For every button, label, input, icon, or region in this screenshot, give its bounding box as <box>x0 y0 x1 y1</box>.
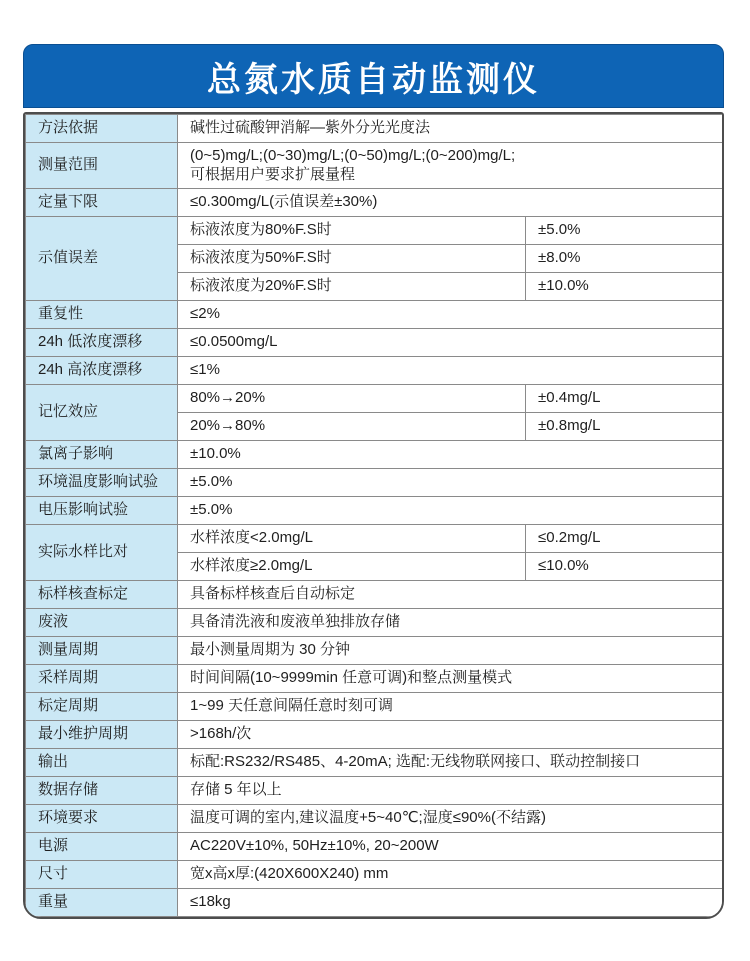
row-label: 环境温度影响试验 <box>26 469 178 497</box>
table-row <box>26 861 725 889</box>
row-value: ≤1% <box>178 357 725 385</box>
row-label: 24h 低浓度漂移 <box>26 329 178 357</box>
row-value: 标配:RS232/RS485、4-20mA; 选配:无线物联网接口、联动控制接口 <box>178 749 725 777</box>
row-label: 示值误差 <box>26 217 178 301</box>
subrow-value: ≤0.2mg/L <box>526 525 725 553</box>
table-row <box>26 637 725 665</box>
table-row <box>26 217 725 245</box>
spec-table <box>25 114 724 917</box>
row-label: 定量下限 <box>26 189 178 217</box>
row-value: 具备标样核查后自动标定 <box>178 581 725 609</box>
row-value: ±10.0% <box>178 441 725 469</box>
row-value: 宽x高x厚:(420X600X240) mm <box>178 861 725 889</box>
subrow-value: ±10.0% <box>526 273 725 301</box>
page-title: 总氮水质自动监测仪 <box>207 60 540 99</box>
subrow-value: ±5.0% <box>526 217 725 245</box>
table-row <box>26 665 725 693</box>
table-row <box>26 581 725 609</box>
row-value: ≤18kg <box>178 889 725 917</box>
row-label: 标样核查标定 <box>26 581 178 609</box>
row-label: 环境要求 <box>26 805 178 833</box>
table-row <box>26 357 725 385</box>
value-line: (0~5)mg/L;(0~30)mg/L;(0~50)mg/L;(0~200)mg/L; <box>190 146 516 164</box>
table-row <box>26 721 725 749</box>
table-row <box>26 609 725 637</box>
row-value: ≤2% <box>178 301 725 329</box>
row-label: 废液 <box>26 609 178 637</box>
row-label: 数据存储 <box>26 777 178 805</box>
table-row <box>26 385 725 413</box>
row-label: 记忆效应 <box>26 385 178 441</box>
row-label: 电压影响试验 <box>26 497 178 525</box>
row-label: 氯离子影响 <box>26 441 178 469</box>
row-value: 1~99 天任意间隔任意时刻可调 <box>178 693 725 721</box>
row-value: ≤0.0500mg/L <box>178 329 725 357</box>
row-value: ≤0.300mg/L(示值误差±30%) <box>178 189 725 217</box>
row-label: 测量范围 <box>26 143 178 189</box>
subrow-condition: 20%→80% <box>178 413 526 441</box>
row-label: 电源 <box>26 833 178 861</box>
subrow-value: ≤10.0% <box>526 553 725 581</box>
table-row <box>26 329 725 357</box>
row-label: 24h 高浓度漂移 <box>26 357 178 385</box>
subrow-value: ±8.0% <box>526 245 725 273</box>
subrow-condition: 80%→20% <box>178 385 526 413</box>
row-value: 存储 5 年以上 <box>178 777 725 805</box>
row-label: 采样周期 <box>26 665 178 693</box>
table-row <box>26 189 725 217</box>
row-label: 输出 <box>26 749 178 777</box>
subrow-value: ±0.8mg/L <box>526 413 725 441</box>
subrow-condition: 标液浓度为20%F.S时 <box>178 273 526 301</box>
table-row <box>26 469 725 497</box>
subrow-condition: 标液浓度为80%F.S时 <box>178 217 526 245</box>
row-value: ±5.0% <box>178 469 725 497</box>
table-row <box>26 497 725 525</box>
table-row <box>26 143 725 189</box>
row-value: 具备清洗液和废液单独排放存储 <box>178 609 725 637</box>
title-banner <box>23 44 724 108</box>
row-value: 碱性过硫酸钾消解—紫外分光光度法 <box>178 115 725 143</box>
subrow-condition: 水样浓度≥2.0mg/L <box>178 553 526 581</box>
table-row <box>26 693 725 721</box>
table-row <box>26 525 725 553</box>
subrow-condition: 水样浓度<2.0mg/L <box>178 525 526 553</box>
row-value <box>178 143 725 189</box>
row-label: 实际水样比对 <box>26 525 178 581</box>
subrow-value: ±0.4mg/L <box>526 385 725 413</box>
table-row <box>26 441 725 469</box>
table-row <box>26 889 725 917</box>
row-label: 重复性 <box>26 301 178 329</box>
row-label: 最小维护周期 <box>26 721 178 749</box>
row-value: ±5.0% <box>178 497 725 525</box>
table-row <box>26 833 725 861</box>
table-row <box>26 115 725 143</box>
table-row <box>26 805 725 833</box>
table-row <box>26 749 725 777</box>
row-value: 最小测量周期为 30 分钟 <box>178 637 725 665</box>
row-value: 温度可调的室内,建议温度+5~40℃;湿度≤90%(不结露) <box>178 805 725 833</box>
value-line: 可根据用户要求扩展量程 <box>190 165 356 183</box>
row-label: 重量 <box>26 889 178 917</box>
spec-table-wrapper <box>23 112 724 919</box>
row-value: AC220V±10%, 50Hz±10%, 20~200W <box>178 833 725 861</box>
table-row <box>26 301 725 329</box>
row-value: >168h/次 <box>178 721 725 749</box>
row-label: 尺寸 <box>26 861 178 889</box>
subrow-condition: 标液浓度为50%F.S时 <box>178 245 526 273</box>
spec-table-body <box>26 115 725 917</box>
row-value: 时间间隔(10~9999min 任意可调)和整点测量模式 <box>178 665 725 693</box>
row-label: 测量周期 <box>26 637 178 665</box>
spec-card <box>23 44 724 919</box>
row-label: 方法依据 <box>26 115 178 143</box>
table-row <box>26 777 725 805</box>
row-label: 标定周期 <box>26 693 178 721</box>
